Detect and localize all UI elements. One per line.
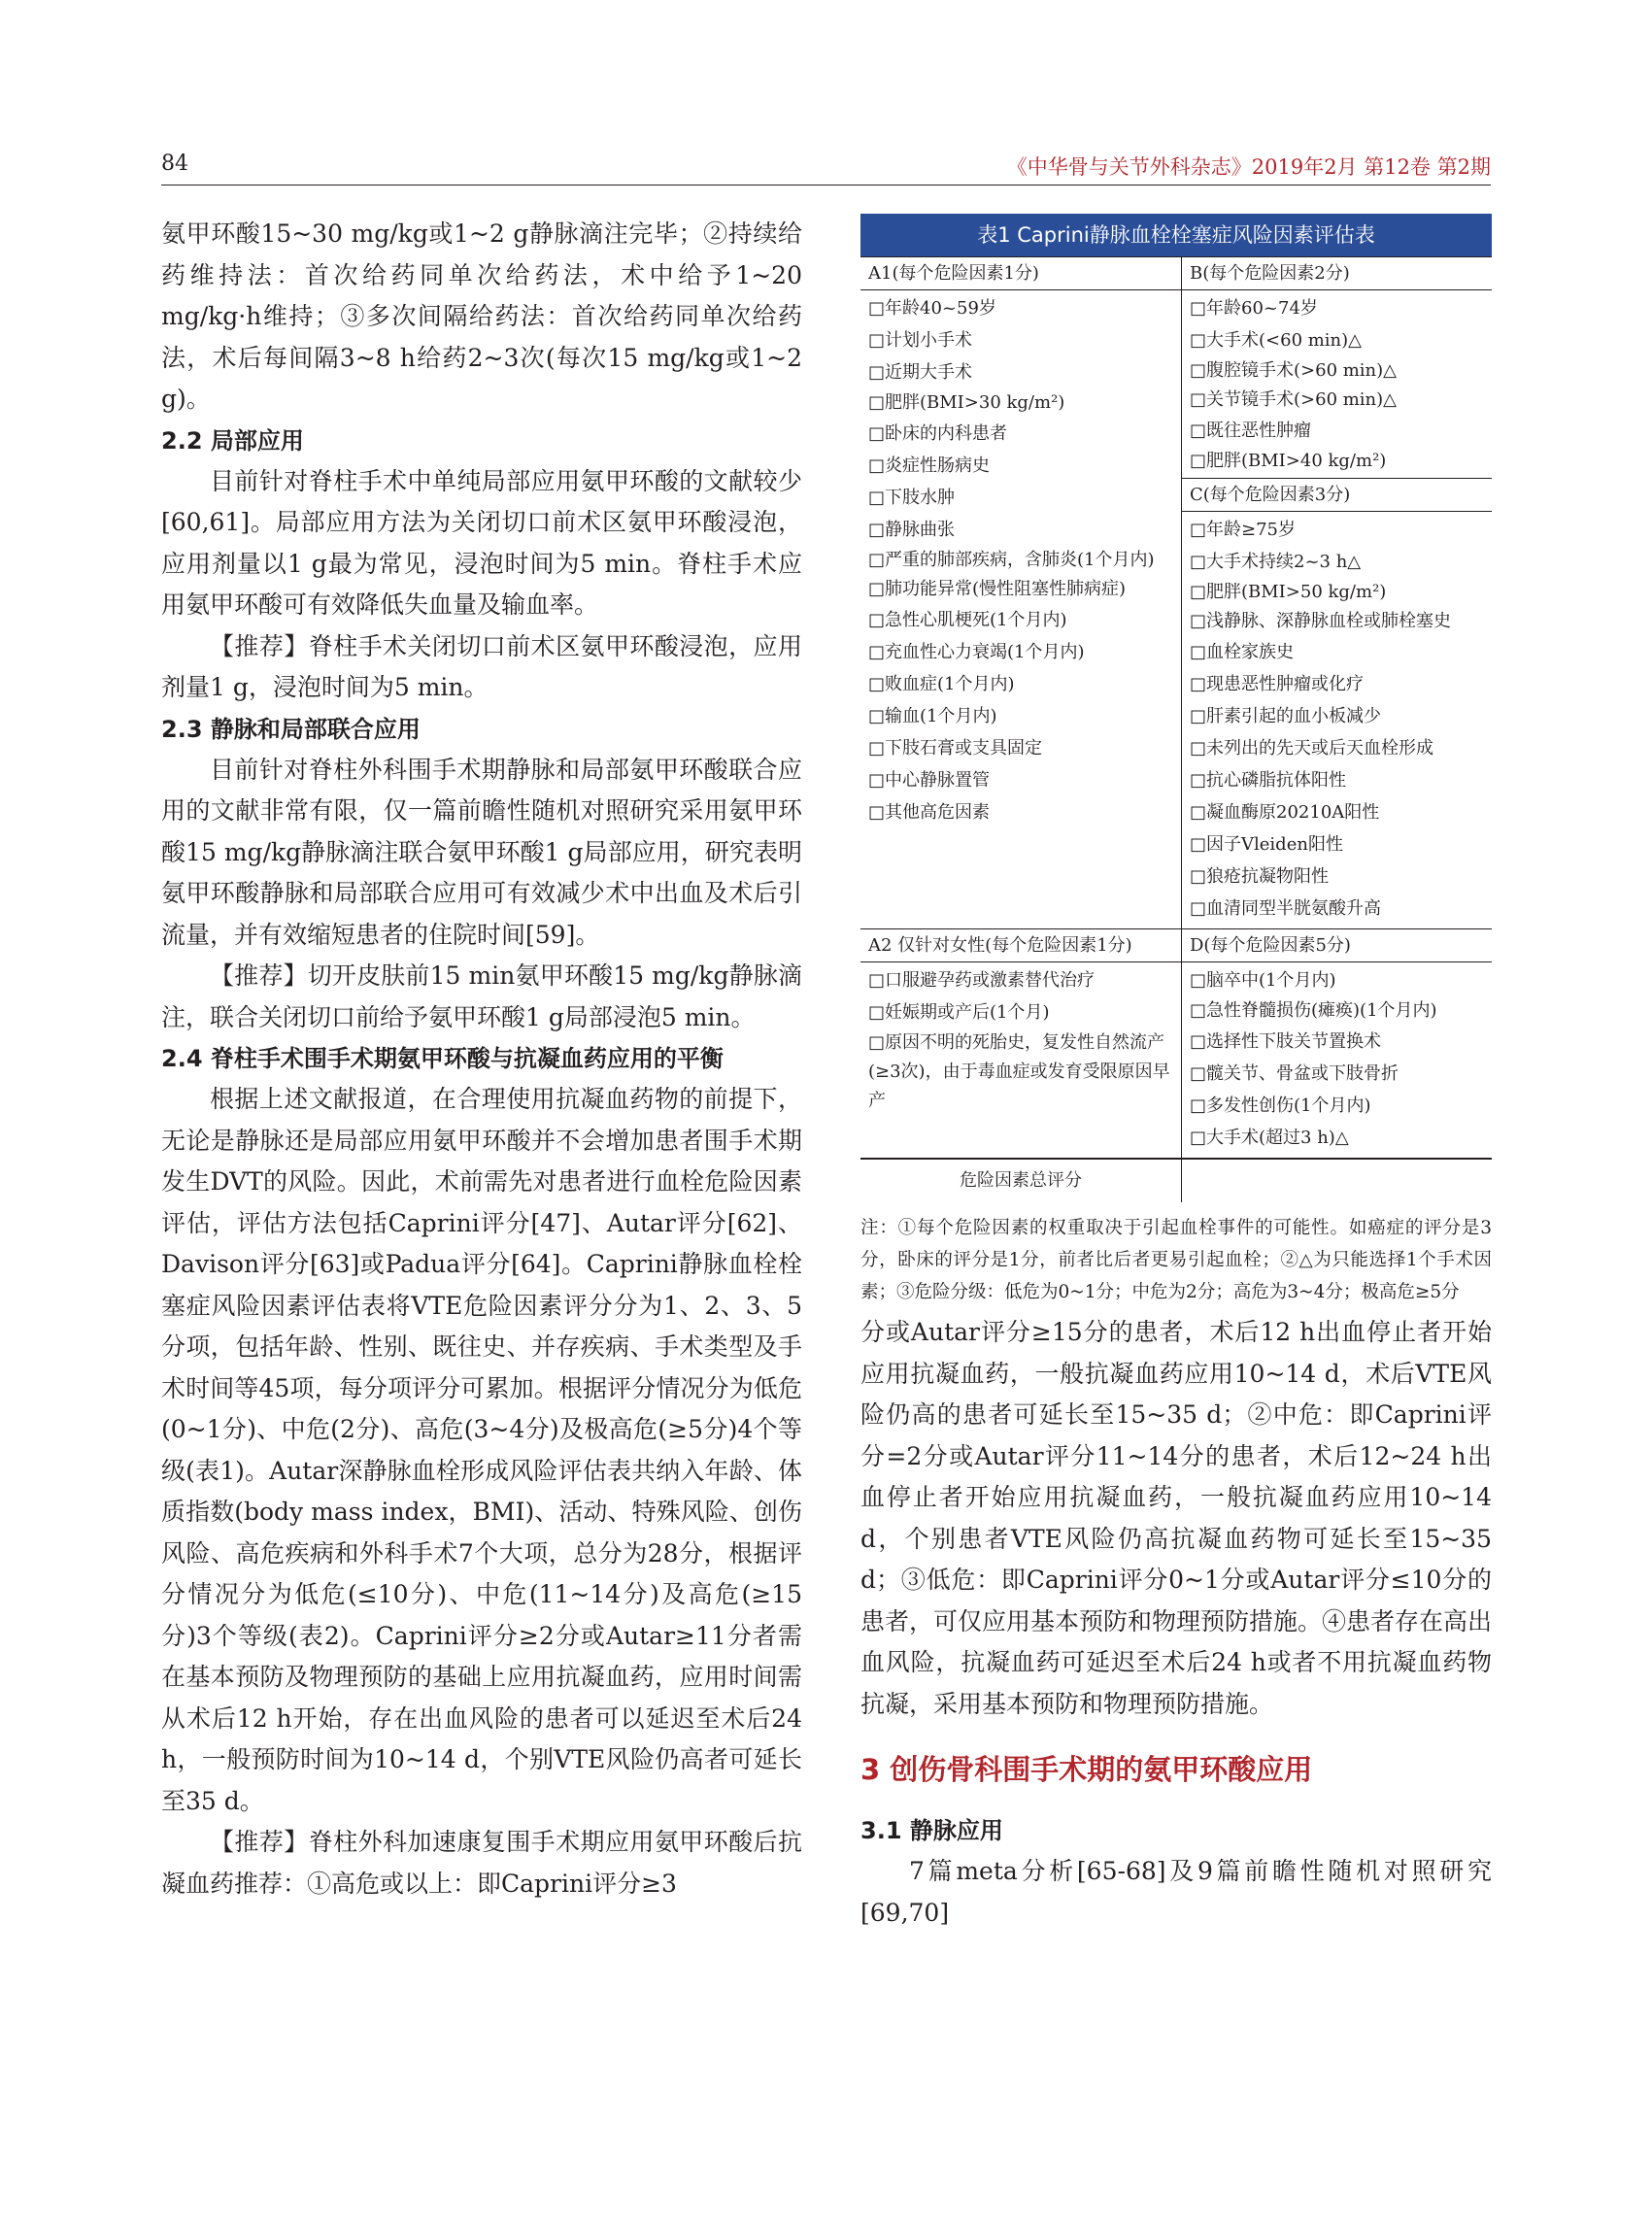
risk-factor-item: □输血(1个月内) bbox=[868, 706, 997, 726]
risk-factor-item: □多发性创伤(1个月内) bbox=[1190, 1096, 1371, 1116]
section-heading: 2.4 脊柱手术围手术期氨甲环酸与抗凝血药应用的平衡 bbox=[161, 1045, 724, 1072]
recommendation: 【推荐】切开皮肤前15 min氨甲环酸15 mg/kg静脉滴注，联合关闭切口前给予氨甲环酸1 g局部浸泡5 min。 bbox=[161, 961, 802, 1031]
left-column bbox=[161, 214, 802, 1905]
table-cell-a1 bbox=[860, 256, 1181, 928]
risk-factor-item: □髋关节、骨盆或下肢骨折 bbox=[1190, 1063, 1399, 1084]
risk-list-c bbox=[1190, 514, 1488, 925]
risk-factor-item: □肥胖(BMI>30 kg/m²) bbox=[868, 392, 1065, 413]
journal-title: 《中华骨与关节外科杂志》2019年2月 第12卷 第2期 bbox=[1006, 155, 1491, 179]
risk-factor-item: □年龄40~59岁 bbox=[868, 298, 996, 319]
risk-factor-item: □狼疮抗凝物阳性 bbox=[1190, 866, 1330, 887]
column-header: A1(每个危险因素1分) bbox=[860, 257, 1181, 290]
risk-factor-item: □凝血酶原20210A阳性 bbox=[1190, 802, 1380, 823]
risk-factor-item: □年龄60~74岁 bbox=[1190, 298, 1318, 319]
page-header bbox=[161, 146, 1491, 185]
risk-factor-item: □因子Vleiden阳性 bbox=[1190, 834, 1343, 855]
paragraph: 7篇meta分析[65-68]及9篇前瞻性随机对照研究[69,70] bbox=[860, 1857, 1492, 1927]
risk-factor-item: □原因不明的死胎史，复发性自然流产(≥3次)，由于毒血症或发育受限原因早产 bbox=[868, 1032, 1170, 1111]
risk-factor-item: □大手术(超过3 h)△ bbox=[1190, 1128, 1349, 1148]
risk-factor-item: □年龄≥75岁 bbox=[1190, 520, 1296, 540]
paragraph: 根据上述文献报道，在合理使用抗凝血药物的前提下，无论是静脉还是局部应用氨甲环酸并不会增加患者围手术期发生DVT的风险。因此，术前需先对患者进行血栓危险因素评估，评估方法包括Caprini评分[47]、Autar评分[62]、Davison评分[63]或Padua评分[64]。Caprini静脉血栓栓塞症风险因素评估表将VTE危险因素评分分为1、2、3、5分项，包括年龄、性别、既往史、并存疾病、手术类型及手术时间等45项，每分项评分可累加。根据评分情况分为低危(0~1分)、中危(2分)、高危(3~4分)及极高危(≥5分)4个等级(表1)。Autar深静脉血栓形成风险评估表共纳入年龄、体质指数(body mass index，BMI)、活动、特殊风险、创伤风险、高危疾病和外科手术7个大项，总分为28分，根据评分情况分为低危(≤10分)、中危(11~14分)及高危(≥15分)3个等级(表2)。Caprini评分≥2分或Autar≥11分者需在基本预防及物理预防的基础上应用抗凝血药，应用时间需从术后12 h开始，存在出血风险的患者可以延迟至术后24 h，一般预防时间为10~14 d，个别VTE风险仍高者可延长至35 d。 bbox=[161, 1085, 802, 1815]
recommendation: 【推荐】脊柱外科加速康复围手术期应用氨甲环酸后抗凝血药推荐：①高危或以上：即Caprini评分≥3 bbox=[161, 1828, 802, 1898]
risk-factor-item: □肺功能异常(慢性阻塞性肺病症) bbox=[868, 579, 1127, 599]
chapter-heading: 3 创伤骨科围手术期的氨甲环酸应用 bbox=[860, 1753, 1313, 1786]
column-header: D(每个危险因素5分) bbox=[1182, 929, 1492, 962]
column-header: A2 仅针对女性(每个危险因素1分) bbox=[860, 929, 1181, 962]
risk-factor-item: □口服避孕药或激素替代治疗 bbox=[868, 970, 1096, 991]
table-cell-bc bbox=[1181, 256, 1492, 928]
risk-factor-item: □脑卒中(1个月内) bbox=[1190, 970, 1336, 991]
risk-factor-item: □其他高危因素 bbox=[868, 802, 991, 823]
paragraph: 分或Autar评分≥15分的患者，术后12 h出血停止者开始应用抗凝血药，一般抗凝血药应用10~14 d，术后VTE风险仍高的患者可延长至15~35 d；②中危：即Caprini评分=2分或Autar评分11~14分的患者，术后12~24 h出血停止者开始应用抗凝血药，一般抗凝血药应用10~14 d，个别患者VTE风险仍高抗凝血药物可延长至15~35 d；③低危：即Caprini评分0~1分或Autar评分≤10分的患者，可仅应用基本预防和物理预防措施。④患者存在高出血风险，抗凝血药可延迟至术后24 h或者不用抗凝血药物抗凝，采用基本预防和物理预防措施。 bbox=[860, 1318, 1493, 1718]
paragraph: 目前针对脊柱手术中单纯局部应用氨甲环酸的文献较少[60,61]。局部应用方法为关闭切口前术区氨甲环酸浸泡，应用剂量以1 g最为常见，浸泡时间为5 min。脊柱手术应用氨甲环酸可有效降低失血量及输血率。 bbox=[161, 466, 802, 619]
risk-factor-item: □现患恶性肿瘤或化疗 bbox=[1190, 674, 1365, 694]
column-header: B(每个危险因素2分) bbox=[1182, 257, 1492, 290]
risk-factor-item: □妊娠期或产后(1个月) bbox=[868, 1002, 1050, 1023]
risk-factor-item: □浅静脉、深静脉血栓或肺栓塞史 bbox=[1190, 611, 1452, 631]
risk-list-a2 bbox=[868, 964, 1177, 1116]
risk-factor-item: □选择性下肢关节置换术 bbox=[1190, 1031, 1382, 1052]
risk-factor-item: □计划小手术 bbox=[868, 330, 973, 351]
risk-factor-item: □既往恶性肿瘤 bbox=[1190, 421, 1312, 441]
risk-factor-item: □大手术(<60 min)△ bbox=[1190, 330, 1363, 351]
risk-factor-item: □大手术持续2~3 h△ bbox=[1190, 552, 1362, 572]
risk-factor-item: □中心静脉置管 bbox=[868, 770, 991, 791]
risk-factor-item: □静脉曲张 bbox=[868, 520, 956, 540]
table-note: 注：①每个危险因素的权重取决于引起血栓事件的可能性。如癌症的评分是3分，卧床的评分是1分，前者比后者更易引起血栓；②△为只能选择1个手术因素；③危险分级：低危为0~1分；中危为2分；高危为3~4分；极高危≥5分 bbox=[860, 1218, 1492, 1302]
table-cell-d bbox=[1181, 928, 1492, 1158]
table-cell-a2 bbox=[860, 928, 1181, 1158]
risk-factor-item: □充血性心力衰竭(1个月内) bbox=[868, 642, 1085, 662]
risk-factor-item: □严重的肺部疾病，含肺炎(1个月内) bbox=[868, 550, 1155, 570]
page-number: 84 bbox=[161, 152, 188, 176]
risk-factor-item: □急性脊髓损伤(瘫痪)(1个月内) bbox=[1190, 1000, 1437, 1021]
risk-list-a1 bbox=[868, 292, 1177, 828]
section-heading: 3.1 静脉应用 bbox=[860, 1817, 1003, 1844]
section-heading: 2.3 静脉和局部联合应用 bbox=[161, 715, 421, 743]
column-header: C(每个危险因素3分) bbox=[1182, 479, 1492, 512]
section-heading: 2.2 局部应用 bbox=[161, 426, 304, 455]
risk-factor-item: □急性心肌梗死(1个月内) bbox=[868, 610, 1067, 630]
table-title: 表1 Caprini静脉血栓栓塞症风险因素评估表 bbox=[860, 214, 1492, 256]
risk-factor-item: □未列出的先天或后天血栓形成 bbox=[1190, 738, 1434, 759]
risk-factor-item: □肥胖(BMI>40 kg/m²) bbox=[1190, 451, 1387, 471]
risk-factor-item: □下肢石膏或支具固定 bbox=[868, 738, 1043, 759]
recommendation: 【推荐】脊柱手术关闭切口前术区氨甲环酸浸泡，应用剂量1 g，浸泡时间为5 min。 bbox=[161, 631, 802, 701]
total-score-value bbox=[1181, 1160, 1492, 1202]
risk-factor-item: □卧床的内科患者 bbox=[868, 423, 1008, 444]
risk-factor-item: □肝素引起的血小板减少 bbox=[1190, 706, 1382, 726]
risk-factor-item: □败血症(1个月内) bbox=[868, 674, 1015, 694]
risk-factor-item: □近期大手术 bbox=[868, 362, 973, 383]
risk-factor-item: □炎症性肠病史 bbox=[868, 455, 991, 476]
risk-list-d bbox=[1190, 964, 1488, 1154]
total-score-row bbox=[860, 1159, 1492, 1202]
total-score-label: 危险因素总评分 bbox=[960, 1170, 1082, 1191]
table-body bbox=[860, 256, 1492, 1159]
risk-factor-item: □血清同型半胱氨酸升高 bbox=[1190, 898, 1382, 919]
risk-factor-item: □血栓家族史 bbox=[1190, 642, 1295, 662]
paragraph: 氨甲环酸15~30 mg/kg或1~2 g静脉滴注完毕；②持续给药维持法：首次给药同单次给药法，术中给予1~20 mg/kg·h维持；③多次间隔给药法：首次给药同单次给药法，术后每间隔3~8 h给药2~3次(每次15 mg/kg或1~2 g)。 bbox=[161, 219, 802, 413]
risk-factor-item: □腹腔镜手术(>60 min)△ bbox=[1190, 360, 1398, 381]
risk-list-b bbox=[1190, 292, 1488, 476]
paragraph: 目前针对脊柱外科围手术期静脉和局部氨甲环酸联合应用的文献非常有限，仅一篇前瞻性随机对照研究采用氨甲环酸15 mg/kg静脉滴注联合氨甲环酸1 g局部应用，研究表明氨甲环酸静脉和局部联合应用可有效减少术中出血及术后引流量，并有效缩短患者的住院时间[59]。 bbox=[161, 755, 802, 949]
risk-factor-item: □抗心磷脂抗体阳性 bbox=[1190, 770, 1347, 791]
caprini-table bbox=[860, 214, 1492, 1308]
risk-factor-item: □关节镜手术(>60 min)△ bbox=[1190, 389, 1398, 410]
right-column bbox=[860, 214, 1492, 1934]
risk-factor-item: □肥胖(BMI>50 kg/m²) bbox=[1190, 582, 1387, 602]
risk-factor-item: □下肢水肿 bbox=[868, 488, 956, 508]
